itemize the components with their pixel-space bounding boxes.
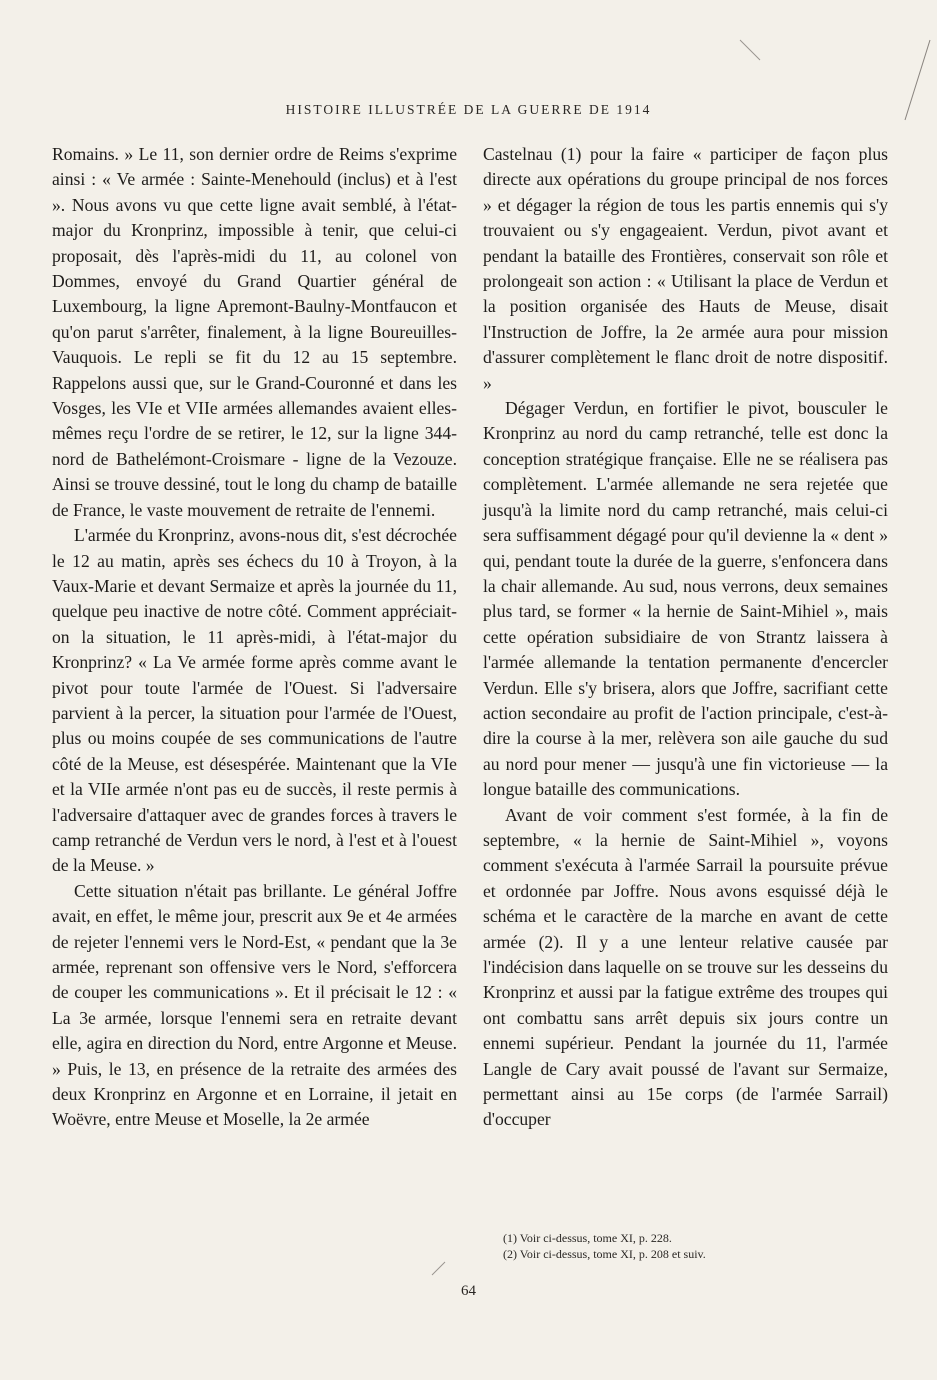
pencil-stroke xyxy=(740,40,760,60)
right-column xyxy=(483,142,888,1133)
paragraph: Romains. » Le 11, son dernier ordre de Reims s'exprime ainsi : « Ve armée : Sainte-Menehould (inclus) et à l'est ». Nous avons vu que cette ligne avait semblé, à l'état-major du Kronprinz, impossible à tenir, que celui-ci proposait, dès l'après-midi du 11, au colonel von Dommes, envoyé du Grand Quartier général de Luxembourg, la ligne Apremont-Baulny-Montfaucon et qu'on parut s'arrêter, finalement, à la ligne Boureuilles-Vauquois. Le repli se fit du 12 au 15 septembre. Rappelons aussi que, sur le Grand-Couronné et dans les Vosges, les VIe et VIIe armées allemandes avaient elles-mêmes reçu l'ordre de se retirer, le 12, sur la ligne 344-nord de Bathelémont-Croismare - ligne de la Vezouze. Ainsi se trouve dessiné, tout le long du champ de bataille de France, le vaste mouvement de retraite de l'ennemi. xyxy=(52,144,457,520)
pencil-stroke xyxy=(432,1262,445,1275)
running-header: HISTOIRE ILLUSTRÉE DE LA GUERRE DE 1914 xyxy=(285,102,652,117)
left-column xyxy=(52,142,457,1133)
footnote: (2) Voir ci-dessus, tome XI, p. 208 et suiv. xyxy=(503,1247,706,1261)
paragraph: Castelnau (1) pour la faire « participer de façon plus directe aux opérations du groupe principal de nos forces » et dégager la région de tous les partis ennemis qui s'y trouvaient ou s'y engageaient. Verdun, pivot avant et pendant la bataille des Frontières, conservait son rôle et prolongeait son action : « Utilisant la place de Verdun et la position organisée des Hauts de Meuse, disait l'Instruction de Joffre, la 2e armée aura pour mission d'assurer complètement le flanc droit de notre dispositif. » xyxy=(483,144,888,393)
page-number: 64 xyxy=(461,1283,476,1299)
footnote: (1) Voir ci-dessus, tome XI, p. 228. xyxy=(503,1231,672,1245)
footnotes xyxy=(503,1230,903,1262)
paragraph: Cette situation n'était pas brillante. Le général Joffre avait, en effet, le même jour, prescrit aux 9e et 4e armées de rejeter l'ennemi vers le Nord-Est, « pendant que la 3e armée, reprenant son offensive vers le Nord, s'efforcera de couper les communications ». Et il précisait le 12 : « La 3e armée, lorsque l'ennemi sera en retraite devant elle, agira en direction du Nord, entre Argonne et Meuse. » Puis, le 13, en présence de la retraite des armées des deux Kronprinz en Argonne et en Lorraine, il jetait en Woëvre, entre Meuse et Moselle, la 2e armée xyxy=(52,880,457,1130)
paragraph: Avant de voir comment s'est formée, à la fin de septembre, « la hernie de Saint-Mihiel », voyons comment s'exécuta à l'armée Sarrail la poursuite prévue et ordonnée par Joffre. Nous avons esquissé déjà le schéma et le caractère de la marche en avant de cette armée (2). Il y a une lenteur relative causée par l'indécision dans laquelle on se trouve sur les desseins du Kronprinz et aussi par la fatigue extrême des troupes qui ont combattu sans arrêt depuis six jours contre un ennemi supérieur. Pendant la journée du 11, l'armée Langle de Cary avait poussé de l'avant sur Sermaize, permettant ainsi au 15e corps (de l'armée Sarrail) d'occuper xyxy=(483,804,888,1130)
paragraph: L'armée du Kronprinz, avons-nous dit, s'est décrochée le 12 au matin, après ses échecs du 10 à Troyon, à la Vaux-Marie et devant Sermaize et après la journée du 11, quelque peu inactive de notre côté. Comment appréciait-on la situation, le 11 après-midi, à l'état-major du Kronprinz? « La Ve armée forme après comme avant le pivot pour toute l'armée de l'Ouest. Si l'adversaire parvient à la percer, la situation pour l'armée de l'Ouest, plus ou moins coupée de ses communications de l'autre côté de la Meuse, est désespérée. Maintenant que la VIe et la VIIe armée n'ont pas eu de succès, il reste permis à l'adversaire d'attaquer avec de grandes forces à travers le camp retranché de Verdun vers le nord, à l'est et à l'ouest de la Meuse. » xyxy=(52,525,457,876)
paragraph: Dégager Verdun, en fortifier le pivot, bousculer le Kronprinz au nord du camp retranché, telle est donc la conception stratégique française. Elle ne se réalisera pas complètement. L'armée allemande ne sera rejetée que jusqu'à la limite nord du camp retranché, mais celui-ci sera suffisamment dégagé pour qu'il devienne la « dent » qui, pendant toute la durée de la guerre, s'enfoncera dans la chair allemande. Au sud, nous verrons, deux semaines plus tard, se former « la hernie de Saint-Mihiel », mais cette opération subsidiaire de von Strantz laissera à l'armée allemande la tentation permanente d'encercler Verdun. Elle s'y brisera, alors que Joffre, sacrifiant cette action secondaire au profit de l'action principale, c'est-à-dire la course à la mer, relèvera son aile gauche du sud au nord pour mener — jusqu'à une fin victorieuse — la longue bataille des communications. xyxy=(483,398,888,800)
